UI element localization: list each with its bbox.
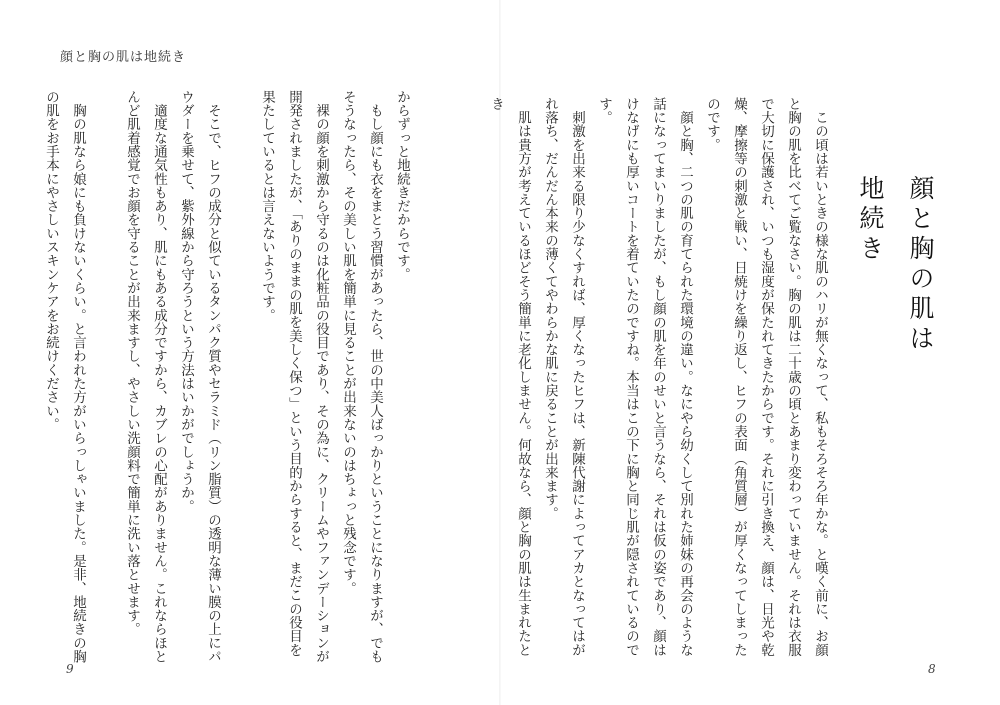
paragraph: 胸の肌なら娘にも負けないくらい。と言われた方がいらっしゃいました。是非、地続きの胸の肌をお手本にやさしいスキンケアをお続けください。 xyxy=(43,90,86,664)
paragraph: 肌は貴方が考えているほどそう簡単に老化しません。何故なら、顔と胸の肌は生まれたとき xyxy=(488,97,531,657)
blank-line xyxy=(226,90,253,665)
blank-line xyxy=(91,90,118,665)
paragraph: もし顔にも衣をまとう習慣があったら、世の中美人ばっかりということになりますが、でもそうなったら、その美しい肌を簡単に見ることが出来ないのはちょっと残念です。 xyxy=(340,90,383,664)
paragraph: そこで、ヒフの成分と似ているタンパク質やセラミド（リン脂質）の透明な薄い膜の上にパウダーを乗せて、紫外線から守ろうという方法はいかがでしょうか。 xyxy=(178,90,221,664)
chapter-title: 顔と胸の肌は地続き xyxy=(856,175,935,355)
paragraph: からずっと地続きだからです。 xyxy=(394,90,410,282)
page-number-right: 8 xyxy=(928,662,936,676)
paragraph: この頃は若いときの様な肌のハリが無くなって、私もそろそろ年かな。と嘆く前に、お顔と胸の肌を比べてご覧なさい。胸の肌は二十歳の頃とあまり変わっていません。それは衣服で大切に保護され、いつも湿度が保たれてきたからです。それに引き換え、顔は、日光や乾燥、摩擦等の刺激と戦い、日焼けを繰り返し、ヒフの表面（角質層）が厚くなってしまったのです。 xyxy=(704,97,828,657)
running-head: 顔と胸の肌は地続き xyxy=(60,50,187,65)
left-page-body xyxy=(43,90,415,665)
right-page-body xyxy=(488,97,833,667)
paragraph: 顔と胸、二つの肌の育てられた環境の違い。なにやら幼くして別れた姉妹の再会のような話になってまいりましたが、もし顔の肌を年のせいと言うなら、それは仮の姿であり、顔はけなげにも厚いコートを着ていたのですね。本当はこの下に胸と同じ肌が隠されているのです。 xyxy=(596,97,693,657)
paragraph: 適度な通気性もあり、肌にもある成分ですから、カブレの心配がありません。これならほとんど肌着感覚でお顔を守ることが出来ますし、やさしい洗顔料で簡単に洗い落とせます。 xyxy=(124,90,167,664)
paragraph: 裸の顔を刺激から守るのは化粧品の役目であり、その為に、クリームやファンデーションが開発されましたが、「ありのままの肌を美しく保つ」という目的からすると、まだこの役目を果たしているとは言えないようです。 xyxy=(259,90,329,664)
page-number-left: 9 xyxy=(66,662,74,676)
paragraph: 刺激を出来る限り少なくすれば、厚くなったヒフは、新陳代謝によってアカとなってはがれ落ち、だんだん本来の薄くてやわらかな肌に戻ることが出来ます。 xyxy=(542,97,585,657)
